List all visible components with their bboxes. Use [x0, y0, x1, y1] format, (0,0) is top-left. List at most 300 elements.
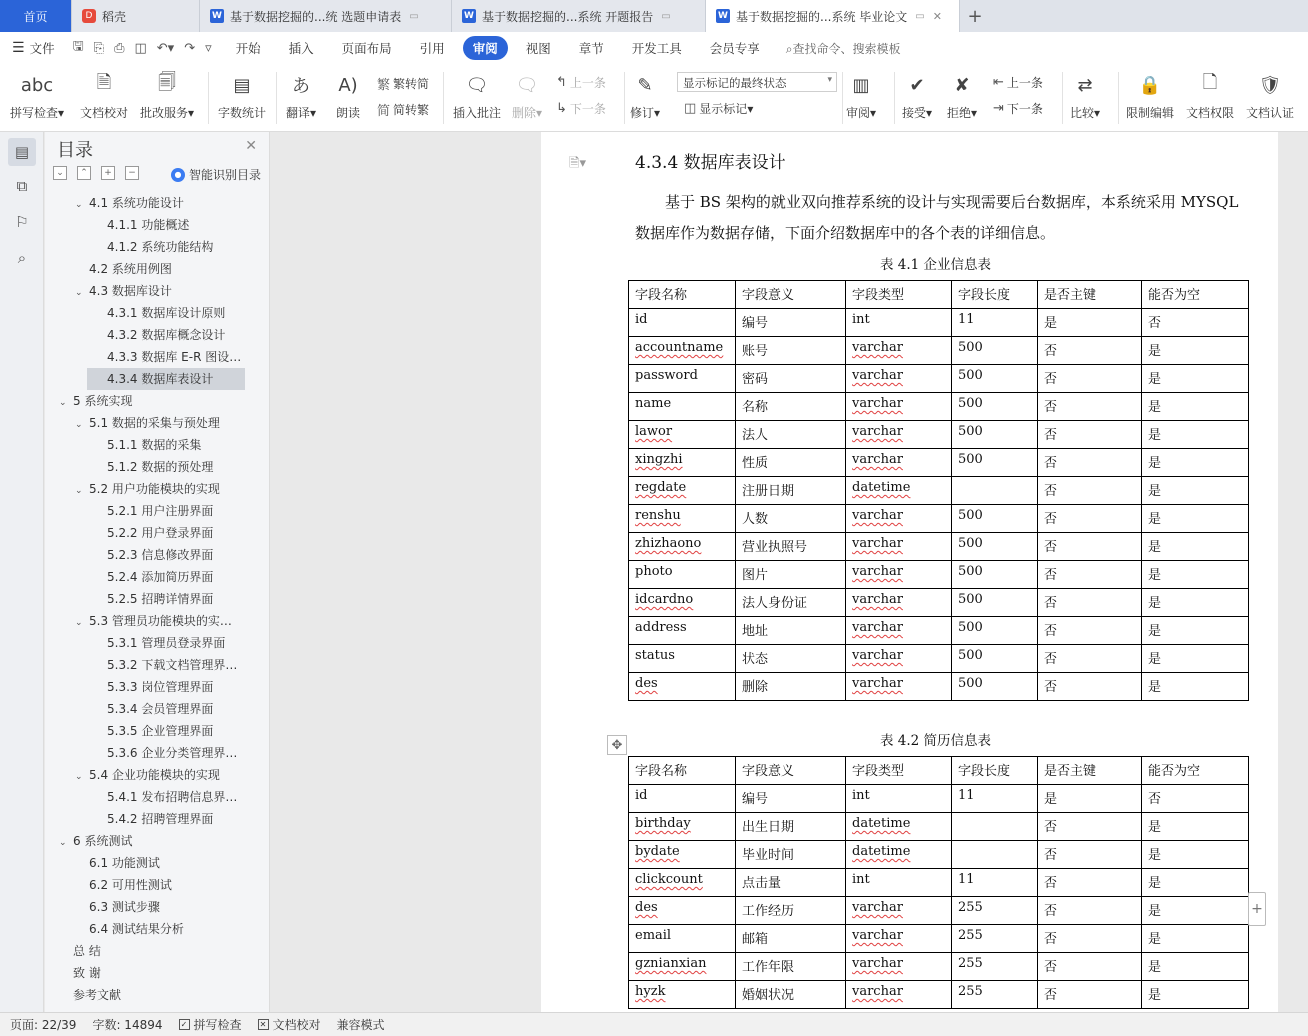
table-cell[interactable]: varchar: [846, 337, 952, 365]
table-cell[interactable]: 500: [952, 505, 1038, 533]
table-cell[interactable]: 否: [1038, 589, 1142, 617]
customize-icon[interactable]: ▿: [205, 40, 212, 56]
toc-item[interactable]: [45, 610, 255, 632]
table-cell[interactable]: 名称: [736, 393, 846, 421]
table-cell[interactable]: address: [629, 617, 736, 645]
menu-start[interactable]: 开始: [235, 41, 261, 56]
table-cell[interactable]: 是: [1142, 561, 1249, 589]
export-icon[interactable]: ⎘: [93, 40, 105, 56]
checkbox-checked-icon: ✓: [179, 1019, 190, 1030]
toc-item-label: 5.4 企业功能模块的实现: [89, 768, 220, 782]
table-resume-info[interactable]: [628, 756, 1249, 1009]
toc-item-label: 4.3.3 数据库 E-R 图设…: [107, 350, 242, 364]
new-tab-icon[interactable]: +: [967, 5, 983, 27]
table-cell[interactable]: 500: [952, 337, 1038, 365]
markup-state-select[interactable]: 显示标记的最终状态 ▾: [677, 72, 837, 92]
expand-all-icon[interactable]: ⌄: [53, 166, 67, 180]
table-cell[interactable]: photo: [629, 561, 736, 589]
show-markup-button[interactable]: ◫ 显示标记 ▾: [684, 101, 754, 116]
table-cell[interactable]: 点击量: [736, 869, 846, 897]
table-cell[interactable]: des: [629, 897, 736, 925]
table-row: [629, 421, 1249, 449]
lock-icon: 🔒: [1138, 74, 1162, 96]
table-cell[interactable]: accountname: [629, 337, 736, 365]
toc-item-label: 6.1 功能测试: [89, 856, 160, 870]
accept-button[interactable]: ✔ 接受▾: [902, 70, 932, 121]
table-cell[interactable]: 是: [1142, 673, 1249, 701]
table-cell[interactable]: 500: [952, 561, 1038, 589]
table-cell[interactable]: varchar: [846, 645, 952, 673]
translate-button[interactable]: あ 翻译▾: [286, 70, 316, 121]
table-cell[interactable]: varchar: [846, 561, 952, 589]
toc-item[interactable]: [45, 896, 255, 918]
menu-member[interactable]: 会员专享: [709, 41, 760, 56]
table-cell[interactable]: 500: [952, 421, 1038, 449]
table-cell[interactable]: 密码: [736, 365, 846, 393]
toc-item[interactable]: [45, 236, 255, 258]
table-cell[interactable]: clickcount: [629, 869, 736, 897]
table-cell[interactable]: datetime: [846, 813, 952, 841]
table-cell[interactable]: 是: [1142, 337, 1249, 365]
table-cell[interactable]: 性质: [736, 449, 846, 477]
toc-item[interactable]: [45, 412, 255, 434]
table-cell[interactable]: 否: [1038, 477, 1142, 505]
table-cell[interactable]: 500: [952, 589, 1038, 617]
file-menu[interactable]: ☰ 文件: [12, 40, 55, 56]
review-pane-button[interactable]: ▥ 审阅▾: [846, 70, 876, 121]
table-cell[interactable]: varchar: [846, 505, 952, 533]
table-cell[interactable]: 注册日期: [736, 477, 846, 505]
prev-change-button[interactable]: ⇤ 上一条: [993, 75, 1043, 90]
toc-item[interactable]: [45, 676, 255, 698]
next-change-button[interactable]: ⇥ 下一条: [993, 101, 1043, 116]
add-heading-icon[interactable]: +: [101, 166, 115, 180]
chevron-down-icon[interactable]: ⌄: [75, 486, 83, 496]
tab-doc-proposal[interactable]: W 基于数据挖掘的...统 选题申请表 ▭: [200, 0, 452, 32]
table-cell[interactable]: 否: [1038, 981, 1142, 1009]
spell-check-button[interactable]: abc 拼写检查▾: [10, 70, 64, 121]
print-icon[interactable]: ⎙: [114, 40, 125, 56]
chevron-down-icon[interactable]: ⌄: [75, 618, 83, 628]
table-cell[interactable]: varchar: [846, 617, 952, 645]
docer-icon: D: [82, 9, 96, 23]
trad-to-simp-button[interactable]: 繁 繁转简: [377, 74, 429, 93]
table-cell[interactable]: 工作经历: [736, 897, 846, 925]
toc-item-label: 4.1 系统功能设计: [89, 196, 184, 210]
table-cell[interactable]: 否: [1142, 785, 1249, 813]
table-header-cell[interactable]: 是否主键: [1038, 757, 1142, 785]
toc-item[interactable]: [45, 566, 255, 588]
table-cell[interactable]: birthday: [629, 813, 736, 841]
revise-button[interactable]: ✎ 修订▾: [630, 70, 660, 121]
table-cell[interactable]: 是: [1142, 981, 1249, 1009]
table-cell[interactable]: varchar: [846, 589, 952, 617]
table-cell[interactable]: datetime: [846, 841, 952, 869]
reject-button[interactable]: ✘ 拒绝▾: [947, 70, 977, 121]
table-cell[interactable]: 否: [1038, 953, 1142, 981]
table-cell[interactable]: des: [629, 673, 736, 701]
table-cell[interactable]: gznianxian: [629, 953, 736, 981]
table-cell[interactable]: 500: [952, 393, 1038, 421]
toc-item[interactable]: [45, 346, 255, 368]
table-cell[interactable]: varchar: [846, 421, 952, 449]
table-cell[interactable]: 否: [1038, 449, 1142, 477]
table-cell[interactable]: id: [629, 309, 736, 337]
table-cell[interactable]: 500: [952, 617, 1038, 645]
toc-item[interactable]: [45, 852, 255, 874]
table-cell[interactable]: 11: [952, 869, 1038, 897]
review-pane-icon: ▥: [852, 74, 870, 96]
save-icon[interactable]: 🖫: [72, 39, 84, 54]
table-cell[interactable]: password: [629, 365, 736, 393]
page-indicator[interactable]: 页面: 22/39: [10, 1018, 77, 1032]
page-options-icon[interactable]: 🗎▾: [569, 156, 586, 171]
table-cell[interactable]: 地址: [736, 617, 846, 645]
table-cell[interactable]: 否: [1038, 393, 1142, 421]
table-cell[interactable]: 否: [1038, 925, 1142, 953]
table-cell[interactable]: 编号: [736, 309, 846, 337]
word-doc-icon: W: [462, 9, 476, 23]
toc-item-label: 5.4.2 招聘管理界面: [107, 812, 214, 826]
table-cell[interactable]: 否: [1038, 897, 1142, 925]
read-aloud-button[interactable]: A) 朗读: [333, 70, 363, 121]
table-cell[interactable]: datetime: [846, 477, 952, 505]
annotate-service-button[interactable]: 🗐 批改服务▾: [140, 72, 195, 120]
remove-heading-icon[interactable]: −: [125, 166, 139, 180]
table-header-cell[interactable]: 字段类型: [846, 757, 952, 785]
command-search[interactable]: ⌕查找命令、搜索模板: [785, 41, 901, 56]
screen-icon[interactable]: ▭: [661, 10, 671, 22]
toc-item-label: 5.2 用户功能模块的实现: [89, 482, 220, 496]
table-cell[interactable]: 否: [1038, 505, 1142, 533]
table-header-row: [629, 757, 1249, 785]
toc-item[interactable]: [45, 940, 255, 962]
toc-item[interactable]: [45, 830, 255, 852]
toc-item-label: 5.3.4 会员管理界面: [107, 702, 214, 716]
table-cell[interactable]: 婚姻状况: [736, 981, 846, 1009]
table-cell[interactable]: 编号: [736, 785, 846, 813]
table-cell[interactable]: 否: [1142, 309, 1249, 337]
table-cell[interactable]: 11: [952, 785, 1038, 813]
toc-item[interactable]: [45, 874, 255, 896]
tab-bar: [0, 0, 1308, 32]
table-header-cell[interactable]: 能否为空: [1142, 281, 1249, 309]
table-cell[interactable]: 否: [1038, 813, 1142, 841]
table-cell[interactable]: renshu: [629, 505, 736, 533]
toc-item-label: 5 系统实现: [73, 394, 133, 408]
bookmark-icon[interactable]: ⚐: [15, 213, 29, 231]
toc-item[interactable]: [45, 808, 255, 830]
chevron-down-icon[interactable]: ⌄: [75, 772, 83, 782]
toc-item[interactable]: [45, 962, 255, 984]
table-cell[interactable]: 删除: [736, 673, 846, 701]
toc-item-label: 5.3.3 岗位管理界面: [107, 680, 214, 694]
collapse-all-icon[interactable]: ⌃: [77, 166, 91, 180]
table-cell[interactable]: 是: [1142, 421, 1249, 449]
table-cell[interactable]: 否: [1038, 673, 1142, 701]
doc-cert-button[interactable]: 🛡 文档认证: [1246, 70, 1294, 121]
close-icon[interactable]: ✕: [932, 9, 942, 23]
table-cell[interactable]: varchar: [846, 365, 952, 393]
table-cell[interactable]: 图片: [736, 561, 846, 589]
menu-reference[interactable]: 引用: [419, 41, 445, 56]
toc-item[interactable]: [45, 390, 255, 412]
table-cell[interactable]: email: [629, 925, 736, 953]
table-cell[interactable]: varchar: [846, 449, 952, 477]
table-cell[interactable]: 500: [952, 365, 1038, 393]
table-cell[interactable]: regdate: [629, 477, 736, 505]
table-header-cell[interactable]: 字段长度: [952, 757, 1038, 785]
table-cell[interactable]: id: [629, 785, 736, 813]
table-cell[interactable]: varchar: [846, 925, 952, 953]
screen-icon[interactable]: ▭: [409, 10, 419, 22]
toc-item-label: 5.3.6 企业分类管理界…: [107, 746, 238, 760]
toc-item[interactable]: [45, 324, 255, 346]
table-cell[interactable]: 500: [952, 533, 1038, 561]
table-header-cell[interactable]: 字段名称: [629, 757, 736, 785]
table-cell[interactable]: varchar: [846, 897, 952, 925]
table-cell[interactable]: 500: [952, 645, 1038, 673]
reject-icon: ✘: [954, 74, 970, 96]
table-cell[interactable]: 是: [1142, 813, 1249, 841]
table-cell[interactable]: 法人身份证: [736, 589, 846, 617]
table-cell[interactable]: zhizhaono: [629, 533, 736, 561]
toc-item[interactable]: [45, 720, 255, 742]
toc-item[interactable]: [45, 280, 255, 302]
table-cell[interactable]: 否: [1038, 869, 1142, 897]
add-row-icon[interactable]: +: [1248, 892, 1266, 926]
table-cell[interactable]: 是: [1142, 533, 1249, 561]
toc-item[interactable]: [45, 500, 255, 522]
simp-to-trad-button[interactable]: 简 简转繁: [377, 100, 429, 119]
proof-button[interactable]: 🗎 文档校对: [80, 72, 129, 120]
table-cell[interactable]: 是: [1142, 365, 1249, 393]
table-cell[interactable]: 营业执照号: [736, 533, 846, 561]
table-cell[interactable]: 是: [1142, 841, 1249, 869]
table-cell[interactable]: idcardno: [629, 589, 736, 617]
menu-devtools[interactable]: 开发工具: [631, 41, 682, 56]
screen-icon[interactable]: ▭: [915, 10, 925, 22]
compare-button[interactable]: ⇄ 比较▾: [1070, 70, 1100, 121]
toc-item[interactable]: [45, 434, 255, 456]
toc-item[interactable]: [45, 522, 255, 544]
toc-item-label: 6.4 测试结果分析: [89, 922, 184, 936]
tab-docer[interactable]: D 稻壳: [72, 0, 200, 32]
table-cell[interactable]: 是: [1142, 925, 1249, 953]
table-cell[interactable]: 是: [1142, 589, 1249, 617]
word-count[interactable]: 字数: 14894: [92, 1018, 163, 1032]
table-cell[interactable]: 毕业时间: [736, 841, 846, 869]
table-cell[interactable]: 11: [952, 309, 1038, 337]
restrict-edit-button[interactable]: 🔒 限制编辑: [1126, 70, 1174, 121]
insert-comment-button[interactable]: 🗨 插入批注: [453, 70, 501, 121]
table-cell[interactable]: 邮箱: [736, 925, 846, 953]
tab-doc-report[interactable]: W 基于数据挖掘的...系统 开题报告 ▭: [452, 0, 706, 32]
table-cell[interactable]: varchar: [846, 953, 952, 981]
table-row: [629, 925, 1249, 953]
table-row: [629, 365, 1249, 393]
chevron-down-icon[interactable]: ⌄: [75, 420, 83, 430]
table-cell[interactable]: 是: [1142, 449, 1249, 477]
doc-permission-button[interactable]: 🗋 文档权限: [1186, 72, 1235, 120]
table-cell[interactable]: 是: [1142, 505, 1249, 533]
table-row: [629, 897, 1249, 925]
table-header-cell[interactable]: 字段意义: [736, 757, 846, 785]
next-comment-button[interactable]: ↳ 下一条: [556, 101, 606, 116]
toc-list: [45, 192, 255, 1006]
table-cell[interactable]: 500: [952, 449, 1038, 477]
table-cell[interactable]: 255: [952, 925, 1038, 953]
table-cell[interactable]: 500: [952, 673, 1038, 701]
menu-insert[interactable]: 插入: [288, 41, 314, 56]
table-row: [629, 505, 1249, 533]
toc-item-label: 4.1.2 系统功能结构: [107, 240, 214, 254]
table-cell[interactable]: 255: [952, 897, 1038, 925]
menu-chapter[interactable]: 章节: [578, 41, 604, 56]
table-cell[interactable]: [952, 841, 1038, 869]
table-cell[interactable]: 是: [1038, 785, 1142, 813]
tab-doc-thesis[interactable]: W 基于数据挖掘的...系统 毕业论文 ▭ ✕: [706, 0, 960, 32]
toc-item[interactable]: [87, 368, 245, 390]
table-header-cell[interactable]: 字段长度: [952, 281, 1038, 309]
preview-icon[interactable]: ◫: [134, 40, 147, 56]
table-cell[interactable]: int: [846, 309, 952, 337]
toc-item[interactable]: [45, 192, 255, 214]
table-cell[interactable]: xingzhi: [629, 449, 736, 477]
table-cell[interactable]: 是: [1142, 617, 1249, 645]
table-cell[interactable]: varchar: [846, 981, 952, 1009]
table-cell[interactable]: int: [846, 869, 952, 897]
table-cell[interactable]: varchar: [846, 533, 952, 561]
next-comment-icon: ↳: [556, 101, 567, 116]
menu-review[interactable]: 审阅: [463, 36, 508, 60]
compat-mode: 兼容模式: [336, 1018, 385, 1032]
chevron-down-icon[interactable]: ⌄: [59, 838, 67, 848]
simp-trad-icon: 简: [377, 104, 391, 119]
table-row: [629, 981, 1249, 1009]
close-icon[interactable]: ✕: [245, 138, 257, 154]
toc-item-label: 5.2.4 添加简历界面: [107, 570, 214, 584]
smart-toc-button[interactable]: ● 智能识别目录: [171, 166, 261, 183]
table-cell[interactable]: 人数: [736, 505, 846, 533]
table-cell[interactable]: name: [629, 393, 736, 421]
table-cell[interactable]: varchar: [846, 393, 952, 421]
toc-item[interactable]: [45, 632, 255, 654]
toc-item[interactable]: [45, 984, 255, 1006]
table-cell[interactable]: 是: [1038, 309, 1142, 337]
table-cell[interactable]: 否: [1038, 421, 1142, 449]
table-header-cell[interactable]: 是否主键: [1038, 281, 1142, 309]
table-cell[interactable]: status: [629, 645, 736, 673]
table-cell[interactable]: 是: [1142, 477, 1249, 505]
table-company-info[interactable]: [628, 280, 1249, 701]
toc-item[interactable]: [45, 214, 255, 236]
table1-caption: 表 4.1 企业信息表: [880, 257, 992, 273]
toc-item[interactable]: [45, 478, 255, 500]
toc-item[interactable]: [45, 918, 255, 940]
table-header-cell[interactable]: 能否为空: [1142, 757, 1249, 785]
table-cell[interactable]: bydate: [629, 841, 736, 869]
chapter-panel-icon[interactable]: ⧉: [16, 177, 28, 195]
table-cell[interactable]: 状态: [736, 645, 846, 673]
toc-item[interactable]: [45, 258, 255, 280]
table-cell[interactable]: 账号: [736, 337, 846, 365]
table-cell[interactable]: 是: [1142, 393, 1249, 421]
redo-icon[interactable]: ↷: [184, 40, 196, 56]
menu-view[interactable]: 视图: [525, 41, 551, 56]
undo-icon[interactable]: ↶▾: [156, 40, 175, 56]
tab-home[interactable]: 首页: [0, 0, 72, 32]
table-cell[interactable]: 否: [1038, 337, 1142, 365]
table-cell[interactable]: 工作年限: [736, 953, 846, 981]
table-cell[interactable]: [952, 813, 1038, 841]
table-cell[interactable]: 否: [1038, 645, 1142, 673]
toc-item[interactable]: [45, 654, 255, 676]
word-count-button[interactable]: ▤ 字数统计: [218, 70, 266, 121]
table-cell[interactable]: varchar: [846, 673, 952, 701]
table-cell[interactable]: 否: [1038, 365, 1142, 393]
table-cell[interactable]: lawor: [629, 421, 736, 449]
table-move-icon[interactable]: ✥: [607, 735, 627, 755]
chevron-down-icon[interactable]: ⌄: [75, 288, 83, 298]
table-cell[interactable]: 否: [1038, 533, 1142, 561]
table-cell[interactable]: 是: [1142, 897, 1249, 925]
table-cell[interactable]: 255: [952, 981, 1038, 1009]
ribbon-divider: [443, 72, 444, 124]
toc-item[interactable]: [45, 742, 255, 764]
ribbon-divider: [894, 72, 895, 124]
table-cell[interactable]: int: [846, 785, 952, 813]
toc-item[interactable]: [45, 456, 255, 478]
table-cell[interactable]: 法人: [736, 421, 846, 449]
table-cell[interactable]: [952, 477, 1038, 505]
search-icon[interactable]: ⌕: [17, 249, 27, 267]
menu-layout[interactable]: 页面布局: [341, 41, 392, 56]
toc-item[interactable]: [45, 786, 255, 808]
chevron-down-icon[interactable]: ⌄: [75, 200, 83, 210]
table-header-cell[interactable]: 字段类型: [846, 281, 952, 309]
table-cell[interactable]: 是: [1142, 869, 1249, 897]
toc-panel-icon[interactable]: ▤: [8, 138, 36, 166]
table-row: [629, 869, 1249, 897]
table-cell[interactable]: 出生日期: [736, 813, 846, 841]
table-header-cell[interactable]: 字段意义: [736, 281, 846, 309]
toc-item[interactable]: [45, 302, 255, 324]
delete-comment-button[interactable]: 🗨 删除▾: [512, 70, 542, 121]
table-cell[interactable]: 是: [1142, 953, 1249, 981]
table-cell[interactable]: 否: [1038, 617, 1142, 645]
table-cell[interactable]: 否: [1038, 561, 1142, 589]
table-cell[interactable]: 是: [1142, 645, 1249, 673]
table-cell[interactable]: hyzk: [629, 981, 736, 1009]
toc-item[interactable]: [45, 588, 255, 610]
table-row: [629, 393, 1249, 421]
ribbon-divider: [1062, 72, 1063, 124]
ribbon-divider: [208, 72, 209, 124]
status-spell-check[interactable]: ✓ 拼写检查: [179, 1016, 242, 1033]
table-cell[interactable]: 255: [952, 953, 1038, 981]
prev-comment-button[interactable]: ↰ 上一条: [556, 75, 606, 90]
table-row: [629, 785, 1249, 813]
chevron-down-icon[interactable]: ⌄: [59, 398, 67, 408]
table-header-cell[interactable]: 字段名称: [629, 281, 736, 309]
status-proof[interactable]: ✕ 文档校对: [258, 1016, 321, 1033]
toc-item[interactable]: [45, 764, 255, 786]
ribbon-divider: [842, 72, 843, 124]
toc-item[interactable]: [45, 544, 255, 566]
toc-item[interactable]: [45, 698, 255, 720]
table-cell[interactable]: 否: [1038, 841, 1142, 869]
